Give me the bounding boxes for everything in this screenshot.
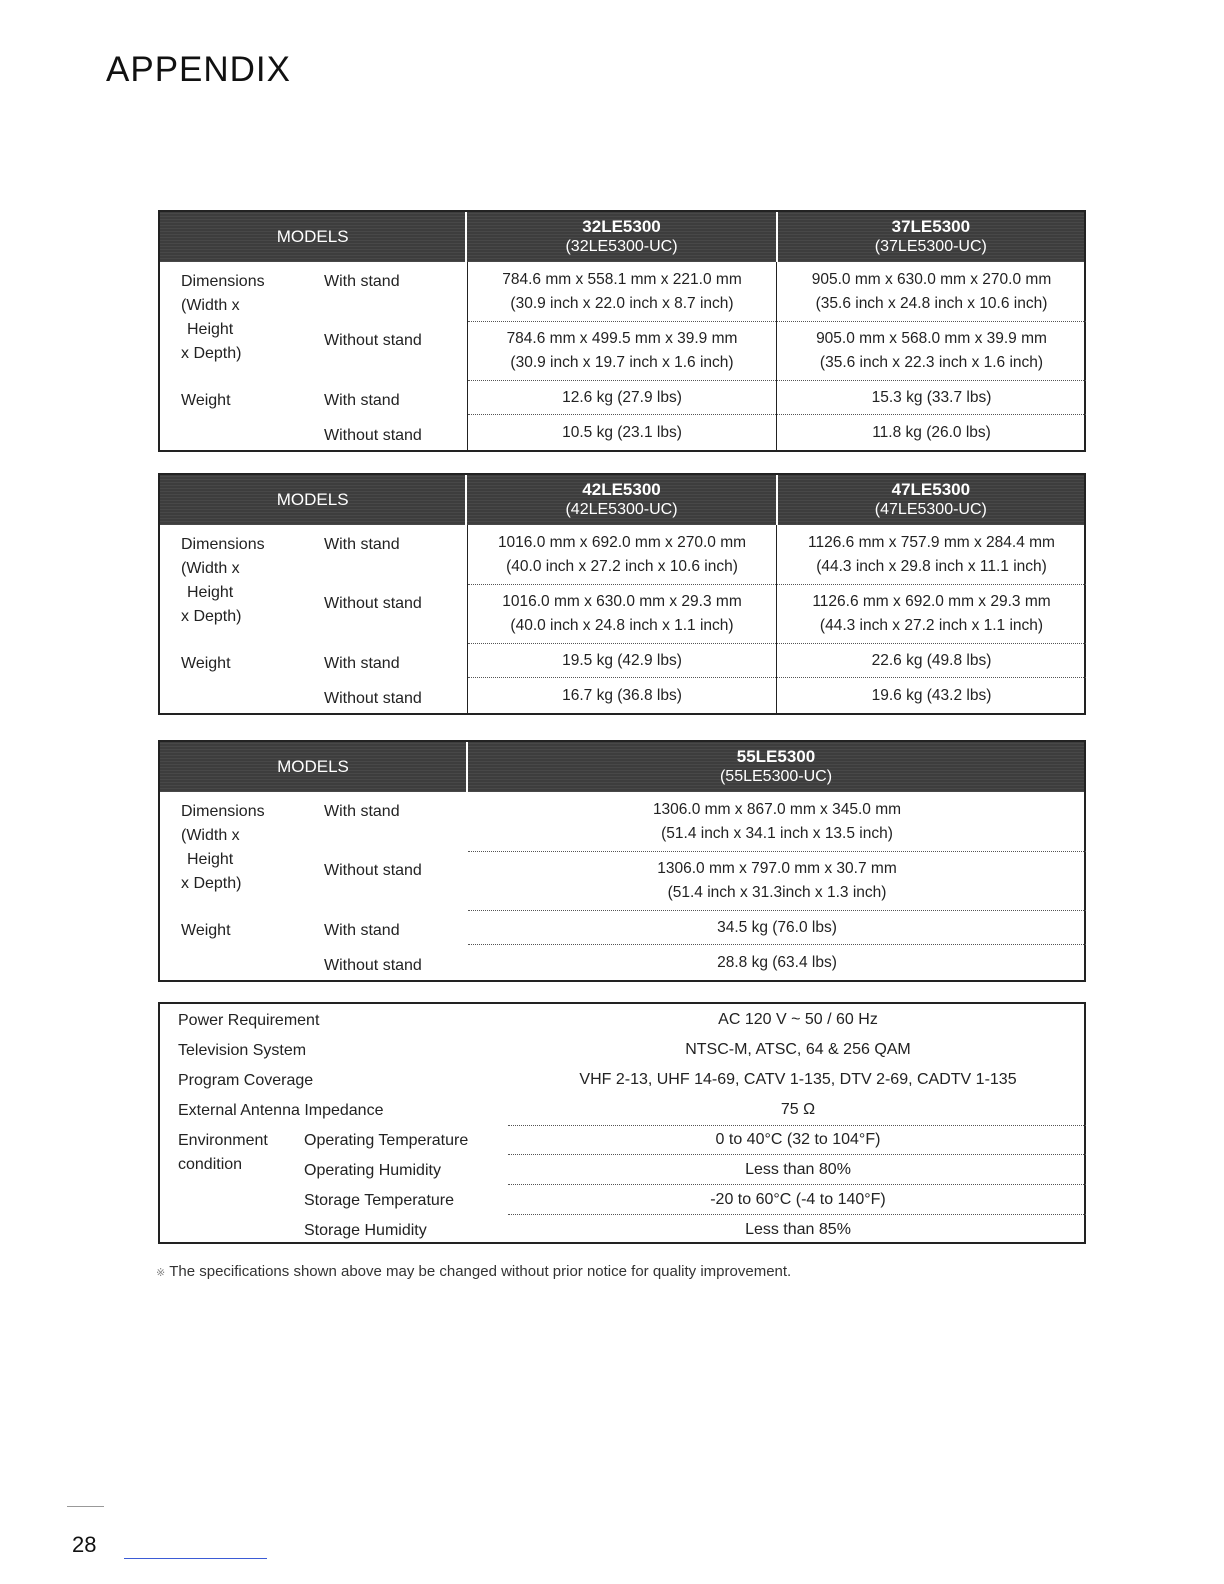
- footnote: [156, 1263, 791, 1280]
- operating-temp-label: Operating Temperature: [304, 1132, 469, 1149]
- models-header: MODELS: [160, 475, 467, 525]
- tv-system-label: Television System: [178, 1042, 307, 1059]
- model-name: 47LE5300: [891, 480, 971, 499]
- row-divider: [508, 1125, 1086, 1126]
- dimension-mm: 1016.0 mm x 630.0 mm x 29.3 mm: [502, 593, 742, 610]
- model-header: [468, 742, 1084, 792]
- spec-table-2: [158, 473, 1086, 715]
- dimension-inch: (44.3 inch x 29.8 inch x 11.1 inch): [816, 557, 1047, 575]
- dim-with-stand-cell: [468, 262, 776, 321]
- dimension-mm: 1016.0 mm x 692.0 mm x 270.0 mm: [497, 533, 747, 551]
- page-title: APPENDIX: [106, 50, 291, 89]
- storage-humidity-value: Less than 85%: [745, 1221, 851, 1238]
- dimension-mm: 784.6 mm x 499.5 mm x 39.9 mm: [506, 330, 738, 347]
- environment-label-2: condition: [178, 1156, 243, 1173]
- dimensions-label: Dimensions: [181, 273, 265, 290]
- tv-system-value: NTSC-M, ATSC, 64 & 256 QAM: [685, 1041, 911, 1058]
- storage-temp-value: -20 to 60°C (-4 to 140°F): [710, 1191, 886, 1208]
- spec-table-1: [158, 210, 1086, 452]
- dimensions-label-height: Height: [187, 584, 234, 601]
- model-code: (42LE5300-UC): [565, 501, 678, 518]
- model-name: 42LE5300: [582, 480, 661, 499]
- dimension-inch: (40.0 inch x 24.8 inch x 1.1 inch): [510, 617, 734, 634]
- weight-with-stand-cell: 12.6 kg (27.9 lbs): [562, 388, 682, 406]
- model-header: [776, 475, 1084, 525]
- note-marker: ※: [156, 1267, 166, 1279]
- dim-without-stand-cell: [468, 852, 1086, 910]
- table-header: [160, 212, 1084, 262]
- dimension-mm: 784.6 mm x 558.1 mm x 221.0 mm: [502, 270, 742, 288]
- row-divider: [508, 1154, 1086, 1155]
- weight-without-stand-label: Without stand: [324, 690, 422, 707]
- weight-without-stand-cell: 19.6 kg (43.2 lbs): [871, 686, 992, 704]
- power-label: Power Requirement: [178, 1012, 320, 1029]
- dimension-inch: (30.9 inch x 22.0 inch x 8.7 inch): [510, 294, 734, 312]
- footnote-text: The specifications shown above may be changed without prior notice for quality improvement.: [169, 1263, 792, 1280]
- dim-with-stand-label: With stand: [324, 536, 400, 553]
- models-header: MODELS: [160, 742, 468, 792]
- dimensions-label: Dimensions: [181, 536, 265, 553]
- table-body: [160, 792, 1084, 980]
- dimensions-label-width: (Width x: [181, 827, 240, 844]
- dimension-mm: 905.0 mm x 630.0 mm x 270.0 mm: [811, 270, 1052, 288]
- model-code: (32LE5300-UC): [565, 238, 678, 255]
- weight-without-stand-cell: 28.8 kg (63.4 lbs): [717, 953, 837, 971]
- weight-without-stand-label: Without stand: [324, 957, 422, 974]
- row-divider: [508, 1214, 1086, 1215]
- weight-with-stand-cell: 19.5 kg (42.9 lbs): [562, 651, 682, 669]
- dimension-inch: (30.9 inch x 19.7 inch x 1.6 inch): [510, 354, 734, 371]
- dim-without-stand-label: Without stand: [324, 332, 422, 349]
- dimension-mm: 1126.6 mm x 692.0 mm x 29.3 mm: [812, 593, 1051, 610]
- dimension-mm: 905.0 mm x 568.0 mm x 39.9 mm: [816, 330, 1047, 347]
- environment-label: Environment: [178, 1132, 268, 1149]
- table-body: [160, 262, 1084, 450]
- model-header: [467, 475, 775, 525]
- dim-with-stand-cell: [468, 525, 776, 584]
- dimensions-label-width: (Width x: [181, 560, 240, 577]
- spec-table-3: [158, 740, 1086, 982]
- dim-with-stand-cell: [777, 262, 1086, 321]
- dimensions-label: Dimensions: [181, 803, 265, 820]
- dimension-mm: 1306.0 mm x 867.0 mm x 345.0 mm: [652, 800, 902, 818]
- weight-without-stand-cell: 10.5 kg (23.1 lbs): [562, 423, 682, 441]
- dim-without-stand-cell: [777, 585, 1086, 643]
- weight-with-stand-cell: 15.3 kg (33.7 lbs): [871, 388, 992, 406]
- model-code: (47LE5300-UC): [874, 501, 987, 518]
- dimension-mm: 1126.6 mm x 757.9 mm x 284.4 mm: [808, 533, 1055, 551]
- row-divider: [508, 1184, 1086, 1185]
- antenna-value: 75 Ω: [780, 1101, 816, 1118]
- storage-temp-label: Storage Temperature: [304, 1192, 455, 1209]
- storage-humidity-label: Storage Humidity: [304, 1222, 427, 1239]
- weight-label: Weight: [181, 655, 231, 672]
- footer-rule: [124, 1558, 267, 1559]
- table-body: [160, 525, 1084, 713]
- power-value: AC 120 V ~ 50 / 60 Hz: [718, 1011, 878, 1028]
- dim-with-stand-cell: [777, 525, 1086, 584]
- program-coverage-value: VHF 2-13, UHF 14-69, CATV 1-135, DTV 2-69, CADTV 1-135: [579, 1071, 1017, 1088]
- dimension-mm: 1306.0 mm x 797.0 mm x 30.7 mm: [657, 860, 897, 877]
- models-header: MODELS: [160, 212, 467, 262]
- dimension-inch: (51.4 inch x 34.1 inch x 13.5 inch): [661, 824, 893, 842]
- footer-rule: [67, 1506, 104, 1507]
- operating-temp-value: 0 to 40°C (32 to 104°F): [715, 1131, 881, 1148]
- weight-without-stand-cell: 16.7 kg (36.8 lbs): [562, 686, 682, 704]
- model-name: 55LE5300: [736, 747, 816, 766]
- dimension-inch: (51.4 inch x 31.3inch x 1.3 inch): [667, 884, 887, 901]
- weight-with-stand-label: With stand: [324, 922, 400, 939]
- dimension-inch: (40.0 inch x 27.2 inch x 10.6 inch): [506, 557, 738, 575]
- weight-label: Weight: [181, 922, 231, 939]
- weight-without-stand-cell: 11.8 kg (26.0 lbs): [872, 423, 991, 441]
- general-spec-table: [158, 1002, 1086, 1244]
- model-header: [776, 212, 1084, 262]
- antenna-label: External Antenna Impedance: [178, 1102, 384, 1119]
- weight-with-stand-label: With stand: [324, 655, 400, 672]
- operating-humidity-label: Operating Humidity: [304, 1162, 441, 1179]
- weight-without-stand-label: Without stand: [324, 427, 422, 444]
- dimensions-label-height: Height: [187, 851, 234, 868]
- dim-with-stand-label: With stand: [324, 803, 400, 820]
- dimensions-label-depth: x Depth): [181, 608, 242, 625]
- program-coverage-label: Program Coverage: [178, 1072, 314, 1089]
- weight-label: Weight: [181, 392, 231, 409]
- dimension-inch: (35.6 inch x 24.8 inch x 10.6 inch): [815, 294, 1048, 312]
- model-code: (37LE5300-UC): [874, 238, 987, 255]
- page-number: 28: [72, 1532, 97, 1557]
- table-header: [160, 475, 1084, 525]
- dimensions-label-depth: x Depth): [181, 875, 242, 892]
- weight-with-stand-cell: 34.5 kg (76.0 lbs): [717, 918, 837, 936]
- table-header: [160, 742, 1084, 792]
- dimension-inch: (44.3 inch x 27.2 inch x 1.1 inch): [819, 617, 1044, 634]
- dimensions-label-height: Height: [187, 321, 234, 338]
- model-name: 37LE5300: [891, 217, 971, 236]
- model-code: (55LE5300-UC): [719, 768, 833, 785]
- dim-without-stand-label: Without stand: [324, 862, 422, 879]
- weight-with-stand-label: With stand: [324, 392, 400, 409]
- dim-without-stand-label: Without stand: [324, 595, 422, 612]
- model-header: [467, 212, 775, 262]
- dimensions-label-width: (Width x: [181, 297, 240, 314]
- dim-without-stand-cell: [468, 322, 776, 380]
- dim-without-stand-cell: [468, 585, 776, 643]
- dimensions-label-depth: x Depth): [181, 345, 242, 362]
- dim-without-stand-cell: [777, 322, 1086, 380]
- model-name: 32LE5300: [582, 217, 661, 236]
- weight-with-stand-cell: 22.6 kg (49.8 lbs): [871, 651, 992, 669]
- dim-with-stand-cell: [468, 792, 1086, 851]
- dim-with-stand-label: With stand: [324, 273, 400, 290]
- operating-humidity-value: Less than 80%: [745, 1161, 851, 1178]
- dimension-inch: (35.6 inch x 22.3 inch x 1.6 inch): [819, 354, 1044, 371]
